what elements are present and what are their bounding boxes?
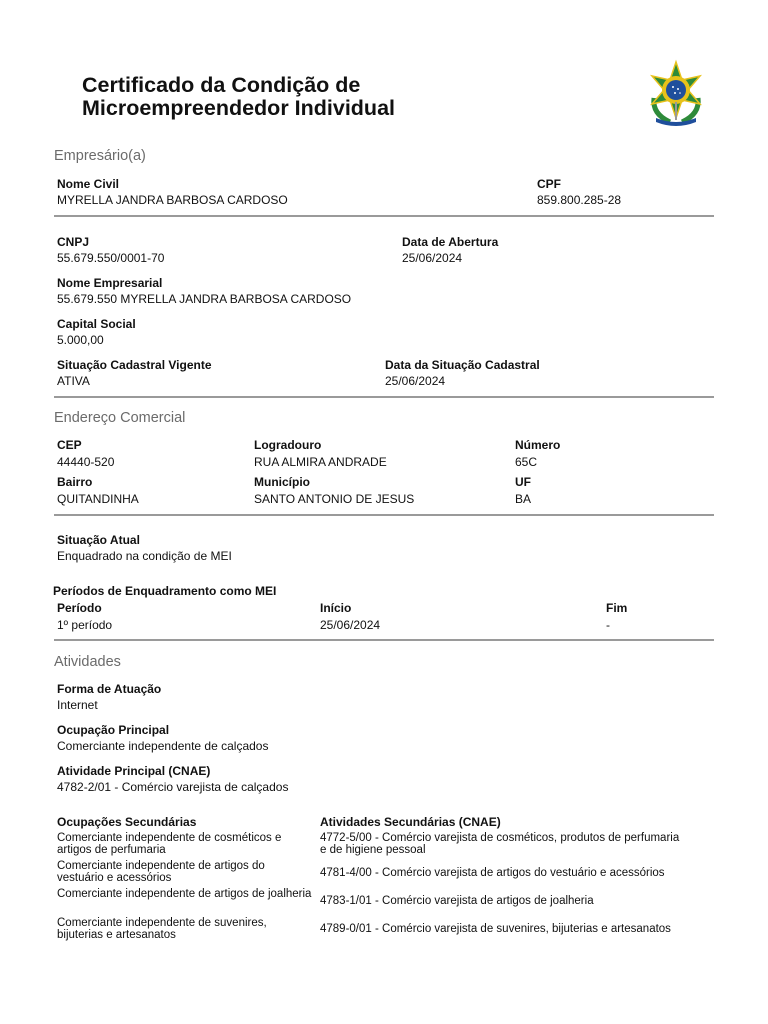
- list-item: Comerciante independente de suvenires, bijuterias e artesanatos: [57, 917, 267, 941]
- atividades-secundarias-label: Atividades Secundárias (CNAE): [320, 815, 501, 829]
- title-line-2: Microempreendedor Individual: [82, 96, 395, 120]
- list-item: 4772-5/00 - Comércio varejista de cosméticos, produtos de perfumaria e de higiene pessoal: [320, 832, 680, 856]
- list-item: 4783-1/01 - Comércio varejista de artigos de joalheria: [320, 895, 594, 907]
- title-line-1: Certificado da Condição de: [82, 73, 361, 97]
- situacao-cadastral-value: ATIVA: [57, 374, 90, 388]
- bairro-label: Bairro: [57, 475, 93, 489]
- atividade-principal-label: Atividade Principal (CNAE): [57, 764, 211, 778]
- logradouro-value: RUA ALMIRA ANDRADE: [254, 455, 387, 469]
- section-endereco: Endereço Comercial: [54, 410, 186, 426]
- brasil-coat-of-arms-icon: [640, 58, 712, 130]
- situacao-atual-label: Situação Atual: [57, 533, 140, 547]
- section-atividades: Atividades: [54, 654, 121, 670]
- page-title: [82, 74, 395, 120]
- nome-empresarial-label: Nome Empresarial: [57, 276, 163, 290]
- cpf-value: 859.800.285-28: [537, 193, 622, 207]
- ocupacao-principal-label: Ocupação Principal: [57, 723, 170, 737]
- list-item: Comerciante independente de artigos de joalheria: [57, 888, 312, 900]
- cnpj-label: CNPJ: [57, 235, 90, 249]
- periodo-label: Período: [57, 601, 102, 615]
- nome-civil-label: Nome Civil: [57, 177, 120, 191]
- uf-label: UF: [515, 475, 531, 489]
- periodos-title: Períodos de Enquadramento como MEI: [53, 584, 277, 598]
- divider: [54, 396, 714, 398]
- periodo-value: 1º período: [57, 618, 113, 632]
- capital-social-value: 5.000,00: [57, 333, 104, 347]
- situacao-cadastral-label: Situação Cadastral Vigente: [57, 358, 212, 372]
- section-empresario: Empresário(a): [54, 148, 146, 164]
- situacao-atual-value: Enquadrado na condição de MEI: [57, 549, 232, 563]
- list-item: 4781-4/00 - Comércio varejista de artigos do vestuário e acessórios: [320, 867, 665, 879]
- divider: [54, 514, 714, 516]
- cep-label: CEP: [57, 438, 82, 452]
- divider: [54, 639, 714, 641]
- data-abertura-label: Data de Abertura: [402, 235, 499, 249]
- ocupacoes-secundarias-label: Ocupações Secundárias: [57, 815, 197, 829]
- atividade-principal-value: 4782-2/01 - Comércio varejista de calçados: [57, 780, 289, 794]
- forma-atuacao-value: Internet: [57, 698, 98, 712]
- data-abertura-value: 25/06/2024: [402, 251, 463, 265]
- fim-value: -: [606, 618, 610, 632]
- divider: [54, 215, 714, 217]
- uf-value: BA: [515, 492, 532, 506]
- capital-social-label: Capital Social: [57, 317, 136, 331]
- data-situacao-label: Data da Situação Cadastral: [385, 358, 540, 372]
- cep-value: 44440-520: [57, 455, 115, 469]
- list-item: Comerciante independente de artigos do vestuário e acessórios: [57, 860, 265, 884]
- logradouro-label: Logradouro: [254, 438, 322, 452]
- municipio-label: Município: [254, 475, 310, 489]
- fim-label: Fim: [606, 601, 628, 615]
- cpf-label: CPF: [537, 177, 561, 191]
- numero-value: 65C: [515, 455, 538, 469]
- cnpj-value: 55.679.550/0001-70: [57, 251, 165, 265]
- municipio-value: SANTO ANTONIO DE JESUS: [254, 492, 415, 506]
- bairro-value: QUITANDINHA: [57, 492, 139, 506]
- ocupacao-principal-value: Comerciante independente de calçados: [57, 739, 269, 753]
- list-item: 4789-0/01 - Comércio varejista de suvenires, bijuterias e artesanatos: [320, 923, 671, 935]
- inicio-value: 25/06/2024: [320, 618, 381, 632]
- nome-civil-value: MYRELLA JANDRA BARBOSA CARDOSO: [57, 193, 288, 207]
- nome-empresarial-value: 55.679.550 MYRELLA JANDRA BARBOSA CARDOSO: [57, 292, 352, 306]
- numero-label: Número: [515, 438, 561, 452]
- data-situacao-value: 25/06/2024: [385, 374, 446, 388]
- forma-atuacao-label: Forma de Atuação: [57, 682, 162, 696]
- inicio-label: Início: [320, 601, 352, 615]
- list-item: Comerciante independente de cosméticos e artigos de perfumaria: [57, 832, 282, 856]
